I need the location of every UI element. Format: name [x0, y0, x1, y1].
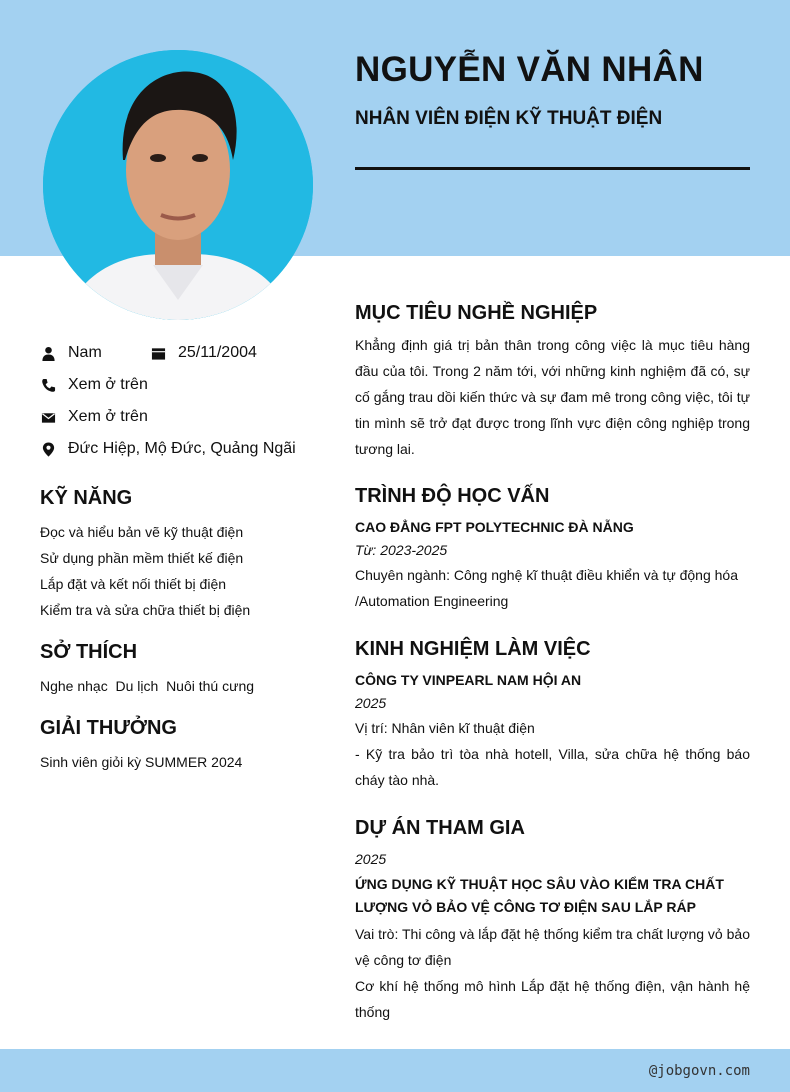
- education-major: Chuyên ngành: Công nghệ kĩ thuật điều khiển và tự động hóa /Automation Engineering: [355, 567, 738, 609]
- hobbies-text: Nghe nhạc Du lịch Nuôi thú cưng: [40, 678, 255, 694]
- email-value: Xem ở trên: [68, 408, 148, 425]
- projects-title: DỰ ÁN THAM GIA: [355, 817, 525, 839]
- experience-position: Vị trí: Nhân viên kĩ thuật điện: [355, 720, 535, 736]
- hobbies-title: SỞ THÍCH: [40, 641, 138, 663]
- job-title: NHÂN VIÊN ĐIỆN KỸ THUẬT ĐIỆN: [355, 108, 663, 129]
- footer-watermark: @jobgovn.com: [648, 1063, 750, 1079]
- school-name: CAO ĐẲNG FPT POLYTECHNIC ĐÀ NẴNG: [355, 519, 634, 535]
- gender-value: Nam: [68, 344, 102, 361]
- experience-section: [355, 672, 750, 793]
- company-name: CÔNG TY VINPEARL NAM HỘI AN: [355, 672, 582, 688]
- experience-desc: - Kỹ tra bảo trì tòa nhà hotell, Villa, sửa chữa hệ thống báo cháy tào nhà.: [355, 746, 750, 788]
- project-name: ỨNG DỤNG KỸ THUẬT HỌC SÂU VÀO KIỂM TRA CHẤT LƯỢNG VỎ BẢO VỆ CÔNG TƠ ĐIỆN SAU LẮP RÁP: [355, 876, 724, 915]
- mail-icon: [40, 408, 56, 426]
- awards-text: Sinh viên giỏi kỳ SUMMER 2024: [40, 754, 243, 770]
- avatar: [43, 50, 313, 320]
- skill-item: Lắp đặt và kết nối thiết bị điện: [40, 576, 227, 592]
- location-pin-icon: [40, 440, 56, 458]
- skills-title: KỸ NĂNG: [40, 487, 133, 509]
- objective-section: [355, 332, 750, 462]
- project-desc: Cơ khí hệ thống mô hình Lắp đặt hệ thống điện, vận hành hệ thống: [355, 978, 750, 1020]
- person-icon: [40, 344, 56, 362]
- education-period: Từ: 2023-2025: [355, 542, 448, 558]
- project-role: Vai trò: Thi công và lắp đặt hệ thống kiểm tra chất lượng vỏ bảo vệ công tơ điện: [355, 926, 750, 968]
- objective-title: MỤC TIÊU NGHỀ NGHIỆP: [355, 302, 598, 324]
- skill-item: Đọc và hiểu bản vẽ kỹ thuật điện: [40, 524, 244, 540]
- skills-list: [40, 519, 250, 623]
- birthday-value: 25/11/2004: [178, 344, 257, 361]
- address-value: Đức Hiệp, Mộ Đức, Quảng Ngãi: [68, 440, 296, 457]
- project-year: 2025: [355, 851, 387, 867]
- header-divider: [355, 167, 750, 170]
- phone-icon: [40, 376, 56, 394]
- objective-text: Khẳng định giá trị bản thân trong công việc là mục tiêu hàng đầu của tôi. Trong 2 năm tới, với những kinh nghiệm đã có, sự cố gắng trau dồi kiến thức và sự đam mê trong công việc, tôi tự tin mình sẽ trở đạt được trong lĩnh vực điện công nghiệp trong tương lai.: [355, 337, 750, 457]
- projects-section: [355, 851, 750, 1025]
- phone-value: Xem ở trên: [68, 376, 148, 393]
- education-section: [355, 519, 750, 614]
- phone-row: [40, 374, 148, 396]
- address-row: [40, 438, 296, 460]
- skill-item: Sử dụng phần mềm thiết kế điện: [40, 550, 244, 566]
- gender-row: [40, 342, 102, 364]
- email-row: [40, 406, 148, 428]
- calendar-icon: [150, 344, 166, 362]
- awards-title: GIẢI THƯỞNG: [40, 717, 177, 739]
- experience-title: KINH NGHIỆM LÀM VIỆC: [355, 638, 591, 660]
- birthday-row: [150, 342, 257, 364]
- candidate-name: NGUYỄN VĂN NHÂN: [355, 50, 704, 89]
- portrait-photo: [43, 50, 313, 320]
- experience-year: 2025: [355, 695, 387, 711]
- skill-item: Kiểm tra và sửa chữa thiết bị điện: [40, 602, 251, 618]
- education-title: TRÌNH ĐỘ HỌC VẤN: [355, 485, 550, 507]
